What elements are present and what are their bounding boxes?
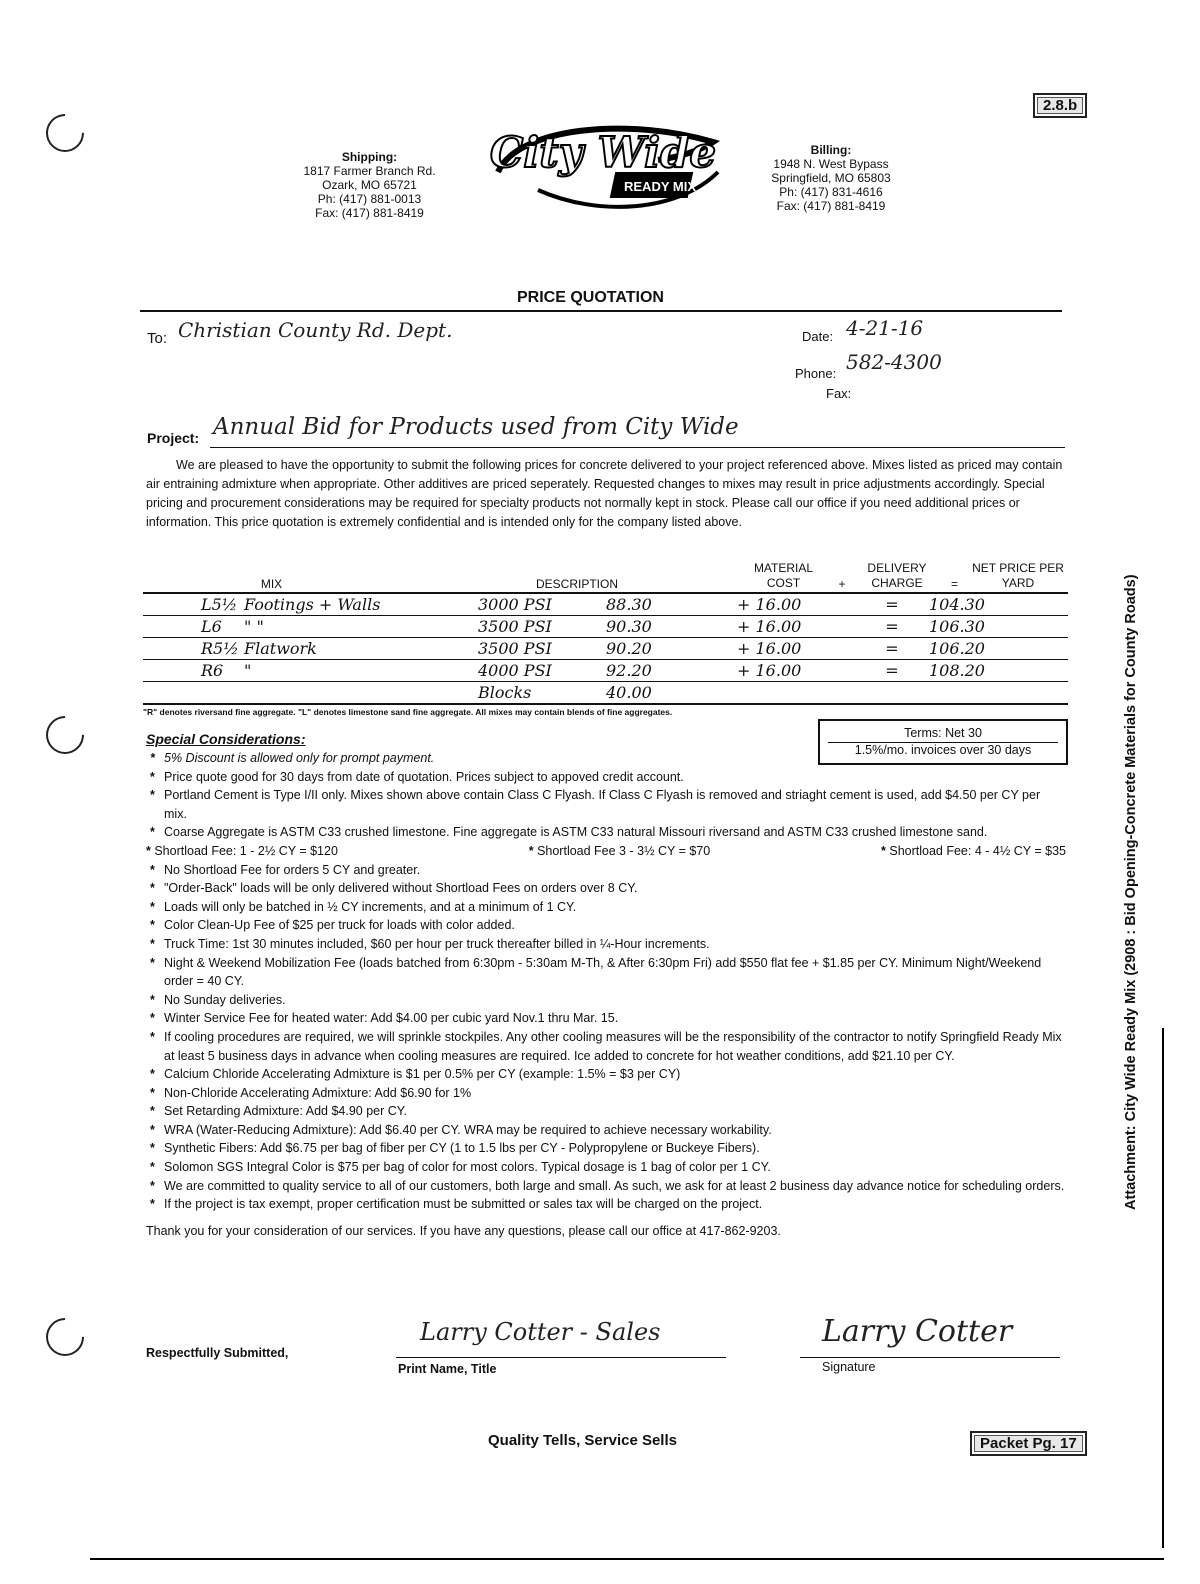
delivery-charge-cell: + 16.00	[737, 639, 802, 658]
shortload-1: * Shortload Fee: 1 - 2½ CY = $120	[146, 843, 338, 858]
side-rule	[1162, 1028, 1164, 1548]
header-equals: =	[950, 577, 958, 591]
consideration-item: * Night & Weekend Mobilization Fee (loads batched from 6:30pm - 5:30am M-Th, & After 6:30pm Fri) add $550 flat fee + $1.85 per CY. Minimum Night/Weekend order = 40 CY.	[146, 954, 1066, 991]
consideration-item: * Winter Service Fee for heated water: Add $4.00 per cubic yard Nov.1 thru Mar. 15.	[146, 1009, 1066, 1028]
signature-label: Signature	[822, 1360, 876, 1374]
consideration-item: * Price quote good for 30 days from date of quotation. Prices subject to appoved credit account.	[146, 768, 1066, 787]
hole-punch-top	[38, 106, 92, 160]
net-price-cell: 106.30	[929, 617, 985, 636]
company-logo	[478, 112, 728, 222]
shortload-3: * Shortload Fee: 4 - 4½ CY = $35	[881, 843, 1066, 858]
consideration-item: * Loads will only be batched in ½ CY increments, and at a minimum of 1 CY.	[146, 898, 1066, 917]
delivery-charge-cell: + 16.00	[737, 595, 802, 614]
table-row	[143, 616, 1068, 638]
delivery-charge-cell: + 16.00	[737, 617, 802, 636]
shortload-2: * Shortload Fee 3 - 3½ CY = $70	[528, 843, 711, 858]
terms-line1: Terms: Net 30	[904, 726, 982, 740]
packet-page-tag: Packet Pg. 17	[970, 1431, 1087, 1456]
mix-cell: R6	[201, 661, 224, 680]
project-value: Annual Bid for Products used from City Wide	[213, 414, 739, 440]
fax-label: Fax:	[826, 386, 852, 401]
shipping-phone: Ph: (417) 881-0013	[317, 192, 422, 206]
terms-line2: 1.5%/mo. invoices over 30 days	[828, 742, 1058, 757]
billing-address	[746, 143, 916, 213]
consideration-item: * No Shortload Fee for orders 5 CY and greater.	[146, 861, 1066, 880]
billing-heading: Billing:	[810, 143, 852, 157]
billing-line2: Springfield, MO 65803	[771, 171, 891, 185]
header-delivery-charge: DELIVERY CHARGE	[867, 561, 927, 590]
consideration-item: * If the project is tax exempt, proper certification must be submitted or sales tax will be charged on the project.	[146, 1195, 1066, 1214]
phone-value: 582-4300	[846, 350, 942, 374]
print-name-value: Larry Cotter - Sales	[420, 1318, 661, 1346]
delivery-charge-cell: + 16.00	[737, 661, 802, 680]
consideration-item: * Coarse Aggregate is ASTM C33 crushed limestone. Fine aggregate is ASTM C33 natural Missouri riversand and ASTM C33 crushed limestone sand.	[146, 823, 1066, 842]
table-row	[143, 594, 1068, 616]
mix-cell: L5½	[201, 595, 238, 614]
type-cell: Flatwork	[244, 639, 317, 658]
attachment-side-text: Attachment: City Wide Ready Mix (2908 : Bid Opening-Concrete Materials for County Roads)	[1123, 574, 1139, 1210]
billing-phone: Ph: (417) 831-4616	[779, 185, 883, 199]
consideration-item: * We are committed to quality service to all of our customers, both large and small. As such, we ask for at least 2 business day advance notice for scheduling orders.	[146, 1177, 1066, 1196]
consideration-item: * No Sunday deliveries.	[146, 991, 1066, 1010]
logo-name: City Wide	[489, 128, 717, 177]
description-cell: 4000 PSI	[478, 661, 552, 680]
equals-cell: =	[885, 595, 899, 614]
phone-label: Phone:	[795, 366, 837, 381]
consideration-item: * 5% Discount is allowed only for prompt payment.	[146, 749, 1066, 768]
consideration-item: * Color Clean-Up Fee of $25 per truck for loads with color added.	[146, 916, 1066, 935]
net-price-cell: 106.20	[929, 639, 985, 658]
net-price-cell: 104.30	[929, 595, 985, 614]
table-header-row	[143, 556, 1068, 592]
mix-cell: R5½	[201, 639, 239, 658]
bottom-rule	[90, 1558, 1164, 1560]
material-cost-cell: 90.30	[606, 617, 652, 636]
price-table	[143, 556, 1068, 717]
net-price-cell: 108.20	[929, 661, 985, 680]
date-value: 4-21-16	[846, 316, 924, 340]
page-tag-top: 2.8.b	[1033, 93, 1087, 118]
project-label: Project:	[147, 430, 200, 446]
consideration-item: * Calcium Chloride Accelerating Admixture is $1 per 0.5% per CY (example: 1.5% = $3 per CY)	[146, 1065, 1066, 1084]
shipping-fax: Fax: (417) 881-8419	[315, 206, 424, 220]
respectfully-submitted: Respectfully Submitted,	[146, 1346, 289, 1360]
material-cost-cell: 88.30	[606, 595, 652, 614]
delivery-charge-cell	[736, 682, 856, 704]
type-cell: Footings + Walls	[244, 595, 381, 614]
description-cell: 3500 PSI	[478, 639, 552, 658]
shipping-line1: 1817 Farmer Branch Rd.	[303, 164, 436, 178]
logo-graphic	[478, 112, 728, 222]
hole-punch-middle	[38, 708, 92, 762]
consideration-item: * If cooling procedures are required, we will sprinkle stockpiles. Any other cooling measures will be the responsibility of the contractor to notify Springfield Ready Mix at least 5 business days in advance when cooling measures are required. Ice added to concrete for hot weather conditions, add $21.10 per CY.	[146, 1028, 1066, 1065]
type-cell: " "	[244, 617, 264, 636]
equals-cell: =	[885, 661, 899, 680]
material-cost-cell: 40.00	[606, 683, 652, 702]
shipping-address	[282, 150, 457, 220]
equals-cell: =	[885, 639, 899, 658]
consideration-item: * "Order-Back" loads will be only delivered without Shortload Fees on orders over 8 CY.	[146, 879, 1066, 898]
date-label: Date:	[802, 329, 834, 344]
to-value: Christian County Rd. Dept.	[178, 318, 453, 342]
mix-cell	[143, 682, 243, 704]
billing-line1: 1948 N. West Bypass	[773, 157, 889, 171]
mix-cell: L6	[201, 617, 222, 636]
considerations-list	[146, 749, 1066, 1238]
header-net-price: NET PRICE PER YARD	[972, 561, 1064, 590]
material-cost-cell: 90.20	[606, 639, 652, 658]
print-name-label: Print Name, Title	[398, 1362, 497, 1376]
consideration-item: * Truck Time: 1st 30 minutes included, $60 per hour per truck thereafter billed in ¼-Hour increments.	[146, 935, 1066, 954]
consideration-item: * Portland Cement is Type I/II only. Mixes shown above contain Class C Flyash. If Class C Flyash is removed and striaght cement is used, add $4.50 per CY per mix.	[146, 786, 1066, 823]
type-cell	[243, 682, 403, 704]
material-cost-cell: 92.20	[606, 661, 652, 680]
shipping-line2: Ozark, MO 65721	[322, 178, 417, 192]
hole-punch-bottom	[38, 1310, 92, 1364]
special-heading: Special Considerations:	[146, 731, 306, 747]
description-cell: 3500 PSI	[478, 617, 552, 636]
consideration-item: * Set Retarding Admixture: Add $4.90 per CY.	[146, 1102, 1066, 1121]
header-description: DESCRIPTION	[536, 577, 619, 591]
logo-sub: READY MIX	[624, 179, 696, 194]
consideration-item: * Non-Chloride Accelerating Admixture: Add $6.90 for 1%	[146, 1084, 1066, 1103]
project-rule	[210, 447, 1065, 448]
page-title: PRICE QUOTATION	[517, 289, 664, 306]
description-cell: Blocks	[478, 683, 532, 702]
equals-cell: =	[885, 617, 899, 636]
consideration-item: * Solomon SGS Integral Color is $75 per bag of color for most colors. Typical dosage is 1 bag of color per 1 CY.	[146, 1158, 1066, 1177]
billing-fax: Fax: (417) 881-8419	[776, 199, 886, 213]
header-plus: +	[838, 577, 846, 591]
description-cell: 3000 PSI	[478, 595, 552, 614]
title-rule	[140, 310, 1062, 312]
print-name-rule	[396, 1357, 726, 1358]
thanks-text: Thank you for your consideration of our services. If you have any questions, please call our office at 417-862-9203.	[146, 1223, 781, 1238]
shipping-heading: Shipping:	[341, 150, 398, 164]
intro-paragraph: We are pleased to have the opportunity to submit the following prices for concrete delivered to your project referenced above. Mixes listed as priced may contain air entraining admixture when appropriate. Other additives are priced seperately. Requested changes to mixes may result in price adjustments accordingly. Special pricing and procurement considerations may be required for specialty products not normally kept in stock. Please call our office if you need additional prices or information. This price quotation is extremely confidential and is intended only for the company listed above.	[146, 458, 1063, 529]
table-row	[143, 682, 1068, 704]
shortload-3-text: Shortload Fee: 4 - 4½ CY = $35	[889, 843, 1066, 858]
equals-cell	[856, 682, 928, 704]
consideration-item: * Synthetic Fibers: Add $6.75 per bag of fiber per CY (1 to 1.5 lbs per CY - Polypropylene or Buckeye Fibers).	[146, 1139, 1066, 1158]
table-row	[143, 638, 1068, 660]
slogan: Quality Tells, Service Sells	[488, 1432, 677, 1449]
signature-value: Larry Cotter	[822, 1314, 1013, 1349]
aggregate-note: "R" denotes riversand fine aggregate. "L" denotes limestone sand fine aggregate. All mixes may contain blends of fine aggregates.	[143, 707, 673, 717]
type-cell: "	[244, 661, 252, 680]
table-row	[143, 660, 1068, 682]
shortload-1-text: Shortload Fee: 1 - 2½ CY = $120	[154, 843, 338, 858]
consideration-item: * WRA (Water-Reducing Admixture): Add $6.40 per CY. WRA may be required to achieve necessary workability.	[146, 1121, 1066, 1140]
net-price-cell	[928, 682, 1068, 704]
signature-rule	[800, 1357, 1060, 1358]
shortload-2-text: Shortload Fee 3 - 3½ CY = $70	[537, 843, 711, 858]
header-mix: MIX	[260, 577, 283, 591]
to-label: To:	[147, 330, 168, 347]
shortload-row	[146, 842, 1066, 861]
header-material-cost: MATERIAL COST	[753, 561, 814, 590]
table-bottom-rule	[143, 703, 1068, 705]
